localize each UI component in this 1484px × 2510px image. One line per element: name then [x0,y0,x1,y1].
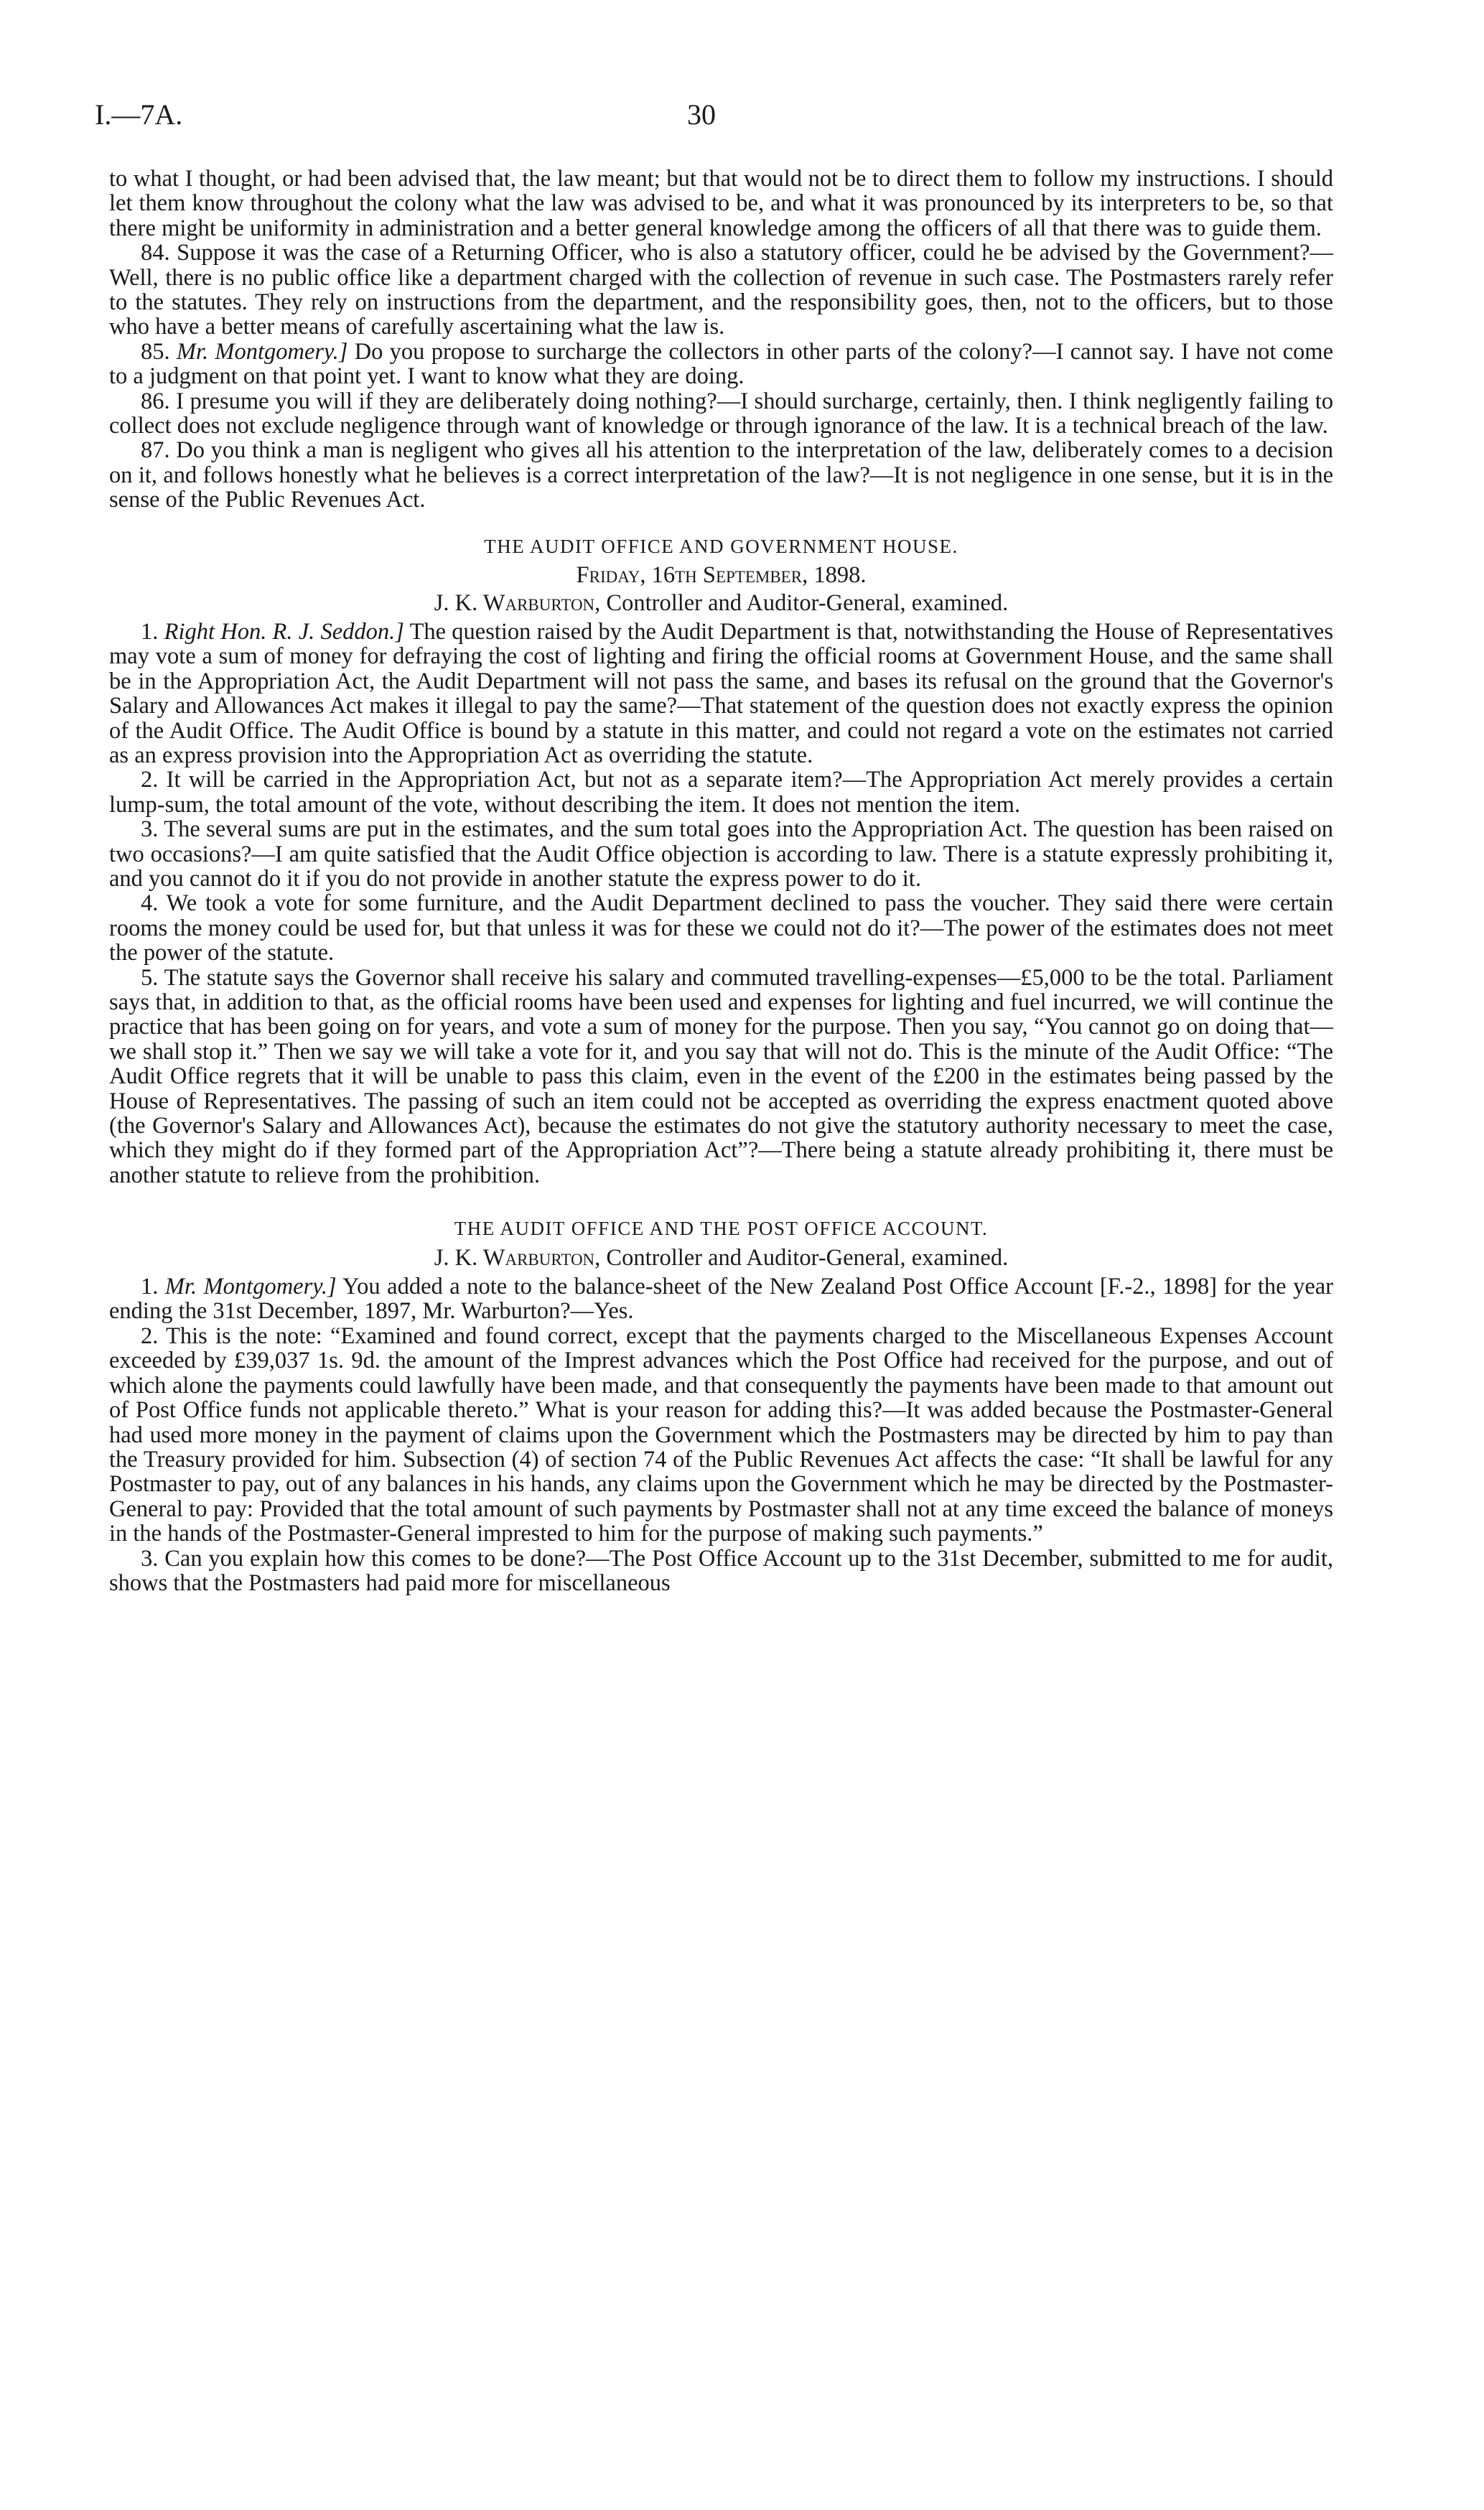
section-date: Friday, 16th September, 1898. [576,562,867,589]
paragraph-s1-q5: 5. The statute says the Governor shall receive his salary and commuted travelling-expenses—£5,000 to be the total. Parliament says that, in addition to that, as the official rooms have been used and expenses for lighting and fuel incurred, we will continue the practice that has been going on for years, and vote a sum of money for the purpose. Then you say, “You cannot go on doing that—we shall stop it.” Then we say we will take a vote for it, and you say that will not do. This is the minute of the Audit Office: “The Audit Office regrets that it will be unable to pass this claim, even in the event of the £200 in the estimates being passed by the House of Representatives. The passing of such an item could not be accepted as overriding the express enactment quoted above (the Governor's Salary and Allowances Act), because the estimates do not give the statutory authority necessary to meet the case, which they might do if they formed part of the Appropriation Act”?—There being a statute already prohibiting it, there must be another statute to relieve from the prohibition. [109,964,1333,1188]
speaker-name: Right Hon. R. J. Seddon.] [164,618,404,645]
question-text: You added a note to the balance-sheet of the New Zealand Post Office Account [F.-2., 1898] for the year ending the 31st December, 1897, Mr. Warburton?—Yes. [109,1274,1333,1325]
speaker-name: Mr. Montgomery.] [164,1274,337,1300]
question-text: Do you propose to surcharge the collectors in other parts of the colony?—I cannot say. I have not come to a judgment on that point yet. I want to know what they are doing. [109,338,1334,390]
page-number: 30 [687,98,716,131]
section-heading-government-house: THE AUDIT OFFICE AND GOVERNMENT HOUSE. [484,535,958,557]
paragraph-s2-q3: 3. Can you explain how this comes to be done?—The Post Office Account up to the 31st December, submitted to me for audit, shows that the Postmasters had paid more for miscellaneous [109,1545,1333,1596]
witness-line [109,591,1333,615]
paragraph-q86: 86. I presume you will if they are deliberately doing nothing?—I should surcharge, certainly, then. I think negligently failing to collect does not exclude negligence through want of knowledge or through ignorance of the law. It is a technical breach of the law. [109,388,1333,439]
paragraph-continuation: to what I thought, or had been advised that, the law meant; but that would not be to direct them to follow my instructions. I should let them know throughout the colony what the law was advised to be, and what it was pronounced by its interpreters to be, so that there might be uniformity in administration and a better general knowledge among the officers of all that there was to guide them. [109,166,1333,241]
witness-line [109,1246,1333,1270]
page-body [109,167,1333,1595]
speaker-name: Mr. Montgomery.] [176,338,348,365]
paragraph-s1-q2: 2. It will be carried in the Appropriation Act, but not as a separate item?—The Appropriation Act merely provides a certain lump-sum, the total amount of the vote, without describing the item. It does not mention the item. [109,767,1333,818]
paragraph-q87: 87. Do you think a man is negligent who gives all his attention to the interpretation of the law, deliberately comes to a decision on it, and follows honestly what he believes is a correct interpretation of the law?—It is not negligence in one sense, but it is in the sense of the Public Revenues Act. [109,437,1333,513]
question-number: 85. [141,338,170,365]
paragraph-q85 [109,340,1333,389]
question-text: The question raised by the Audit Department is that, notwithstanding the House of Representatives may vote a sum of money for defraying the cost of lighting and firing the official rooms at Government House, and the same shall be in the Appropriation Act, the Audit Department will not pass the same, and bases its refusal on the ground that the Governor's Salary and Allowances Act makes it illegal to pay the same?—That statement of the question does not exactly express the opinion of the Audit Office. The Audit Office is bound by a statute in this matter, and could not regard a vote on the estimates not carried as an express provision into the Appropriation Act as overriding the statute. [109,618,1334,768]
paragraph-q84: 84. Suppose it was the case of a Returning Officer, who is also a statutory officer, could he be advised by the Government?—Well, there is no public office like a department charged with the collection of revenue in such case. The Postmasters rarely refer to the statutes. They rely on instructions from the department, and the responsibility goes, then, not to the officers, but to those who have a better means of carefully ascertaining what the law is. [109,240,1333,340]
witness-role: Controller and Auditor-General, examined. [600,1244,1009,1271]
section-heading-post-office-account: THE AUDIT OFFICE AND THE POST OFFICE ACCOUNT. [454,1218,989,1240]
paragraph-s2-q1 [109,1274,1333,1324]
paragraph-s1-q4: 4. We took a vote for some furniture, and the Audit Department declined to pass the voucher. They said there were certain rooms the money could be used for, but that unless it was for these we could not do it?—The power of the estimates does not meet the power of the statute. [109,890,1333,966]
paragraph-s1-q3: 3. The several sums are put in the estimates, and the sum total goes into the Appropriation Act. The question has been raised on two occasions?—I am quite satisfied that the Audit Office objection is according to law. There is a statute expressly prohibiting it, and you cannot do it if you do not provide in another statute the express power to do it. [109,816,1333,892]
paragraph-s2-q2: 2. This is the note: “Examined and found correct, except that the payments charged to the Miscellaneous Expenses Account exceeded by £39,037 1s. 9d. the amount of the Imprest advances which the Post Office had received for the purpose, and out of which alone the payments could lawfully have been made, and that consequently the payments have been made to that amount out of Post Office funds not applicable thereto.” What is your reason for adding this?—It was added because the Postmaster-General had used more money in the payment of claims upon the Government which the Postmasters may be directed by him to pay than the Treasury provided for him. Subsection (4) of section 74 of the Public Revenues Act affects the case: “It shall be lawful for any Postmaster to pay, out of any balances in his hands, any claims upon the Government which he may be directed by the Postmaster-General to pay: Provided that the total amount of such payments by Postmaster shall not at any time exceed the balance of moneys in the hands of the Postmaster-General imprested to him for the purpose of making such payments.” [109,1322,1333,1547]
witness-role: Controller and Auditor-General, examined. [600,589,1009,616]
paragraph-s1-q1 [109,620,1333,768]
question-number: 1. [141,1274,159,1300]
question-number: 1. [141,618,159,645]
page-header [95,98,1376,141]
document-reference: I.—7A. [95,98,183,131]
witness-name: J. K. Warburton, [434,589,601,616]
witness-name: J. K. Warburton, [434,1244,601,1271]
